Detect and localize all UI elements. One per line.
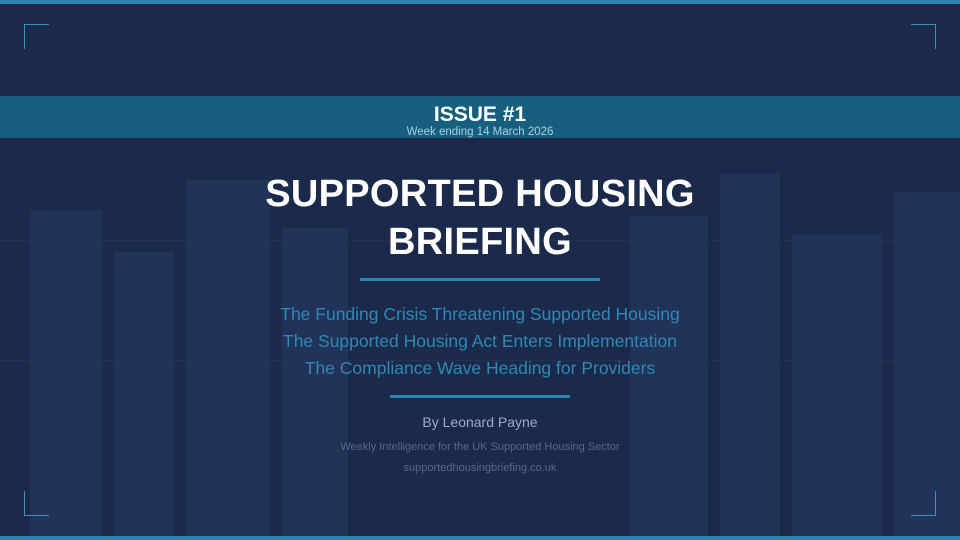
corner-bracket-top-left bbox=[24, 24, 49, 49]
author-byline: By Leonard Payne bbox=[422, 414, 538, 430]
website-url: supportedhousingbriefing.co.uk bbox=[403, 462, 557, 474]
headline-item: The Funding Crisis Threatening Supported Housing bbox=[280, 304, 680, 324]
headline-list bbox=[0, 301, 960, 382]
tagline: Weekly Intelligence for the UK Supported Housing Sector bbox=[340, 441, 620, 453]
bottom-accent-bar bbox=[0, 536, 960, 540]
headline-item: The Compliance Wave Heading for Providers bbox=[304, 358, 656, 378]
title-divider bbox=[360, 278, 600, 281]
cover-content bbox=[0, 170, 960, 475]
corner-bracket-bottom-left bbox=[24, 491, 49, 516]
issue-date: Week ending 14 March 2026 bbox=[406, 126, 554, 138]
issue-number: ISSUE #1 bbox=[433, 103, 527, 126]
page-title: SUPPORTED HOUSING BRIEFING bbox=[265, 173, 695, 263]
headline-item: The Supported Housing Act Enters Implementation bbox=[283, 331, 677, 351]
headline-divider bbox=[390, 395, 570, 398]
issue-band bbox=[0, 96, 960, 138]
corner-bracket-top-right bbox=[911, 24, 936, 49]
corner-bracket-bottom-right bbox=[911, 491, 936, 516]
top-accent-bar bbox=[0, 0, 960, 4]
